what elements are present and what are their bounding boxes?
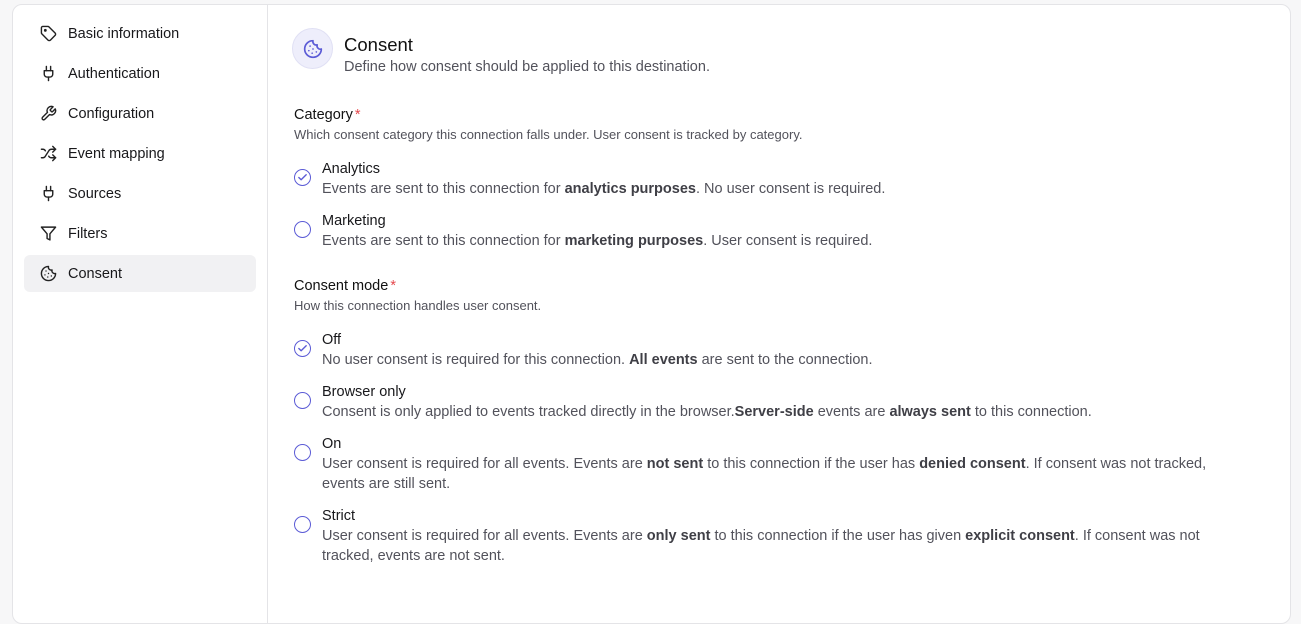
sidebar-item-basic-information[interactable] xyxy=(24,15,256,52)
radio-button[interactable] xyxy=(294,340,311,357)
sidebar-item-label: Filters xyxy=(68,225,108,242)
shuffle-icon xyxy=(40,145,57,162)
page-subtitle: Define how consent should be applied to this destination. xyxy=(344,59,710,75)
plug-icon xyxy=(40,65,57,82)
check-icon xyxy=(297,343,308,354)
cookie-icon xyxy=(292,28,333,69)
consent-mode-help-text: How this connection handles user consent. xyxy=(294,298,542,313)
option-description: No user consent is required for this connection. All events are sent to the connection. xyxy=(322,352,873,368)
option-description: Events are sent to this connection for marketing purposes. User consent is required. xyxy=(322,233,873,249)
consent-mode-option-on[interactable] xyxy=(294,434,1234,494)
consent-mode-label xyxy=(294,278,541,294)
filter-icon xyxy=(40,225,57,242)
required-marker: * xyxy=(390,278,396,294)
consent-mode-section-header xyxy=(294,278,541,313)
option-label: On xyxy=(322,436,342,452)
sidebar-item-label: Consent xyxy=(68,265,123,282)
radio-button[interactable] xyxy=(294,392,311,409)
category-label-text: Category xyxy=(294,107,353,123)
consent-settings-card xyxy=(12,4,1291,624)
page-title: Consent xyxy=(344,34,413,55)
radio-button[interactable] xyxy=(294,516,311,533)
category-option-analytics[interactable] xyxy=(294,159,1234,199)
option-label: Analytics xyxy=(322,161,381,177)
option-description: User consent is required for all events. Events are only sent to this connection if the user has given explicit consent. If consent was not tracked, events are not sent. xyxy=(322,528,1200,564)
cookie-icon xyxy=(40,265,57,282)
sidebar-item-label: Event mapping xyxy=(68,145,165,162)
required-marker: * xyxy=(354,107,361,123)
category-help-text: Which consent category this connection falls under. User consent is tracked by category. xyxy=(294,127,803,142)
sidebar-item-label: Basic information xyxy=(68,25,180,42)
sidebar-item-authentication[interactable] xyxy=(24,55,256,92)
consent-panel xyxy=(269,5,1290,623)
consent-mode-label-text: Consent mode xyxy=(294,278,389,294)
option-label: Strict xyxy=(322,508,356,524)
plug-icon xyxy=(40,185,57,202)
option-description: User consent is required for all events. Events are not sent to this connection if the user has denied consent. If consent was not tracked, events are still sent. xyxy=(322,456,1207,492)
option-label: Off xyxy=(322,332,342,348)
sidebar-item-label: Configuration xyxy=(68,105,155,122)
radio-button[interactable] xyxy=(294,444,311,461)
wrench-icon xyxy=(40,105,57,122)
sidebar-item-filters[interactable] xyxy=(24,215,256,252)
option-description: Consent is only applied to events tracked directly in the browser.Server-side events are always sent to this connection. xyxy=(322,404,1092,420)
category-section-header xyxy=(294,107,802,142)
settings-sidebar xyxy=(13,5,268,623)
sidebar-item-label: Sources xyxy=(68,185,122,202)
sidebar-item-label: Authentication xyxy=(68,65,160,82)
check-icon xyxy=(297,172,308,183)
consent-mode-option-browser-only[interactable] xyxy=(294,382,1234,422)
option-label: Marketing xyxy=(322,213,386,229)
sidebar-item-consent[interactable] xyxy=(24,255,256,292)
radio-button[interactable] xyxy=(294,169,311,186)
sidebar-item-sources[interactable] xyxy=(24,175,256,212)
consent-mode-option-off[interactable] xyxy=(294,330,1234,370)
category-label xyxy=(294,107,802,123)
radio-button[interactable] xyxy=(294,221,311,238)
consent-mode-option-strict[interactable] xyxy=(294,506,1234,566)
sidebar-item-event-mapping[interactable] xyxy=(24,135,256,172)
option-description: Events are sent to this connection for analytics purposes. No user consent is required. xyxy=(322,181,886,197)
tag-icon xyxy=(40,25,57,42)
sidebar-item-configuration[interactable] xyxy=(24,95,256,132)
category-option-marketing[interactable] xyxy=(294,211,1234,251)
option-label: Browser only xyxy=(322,384,406,400)
